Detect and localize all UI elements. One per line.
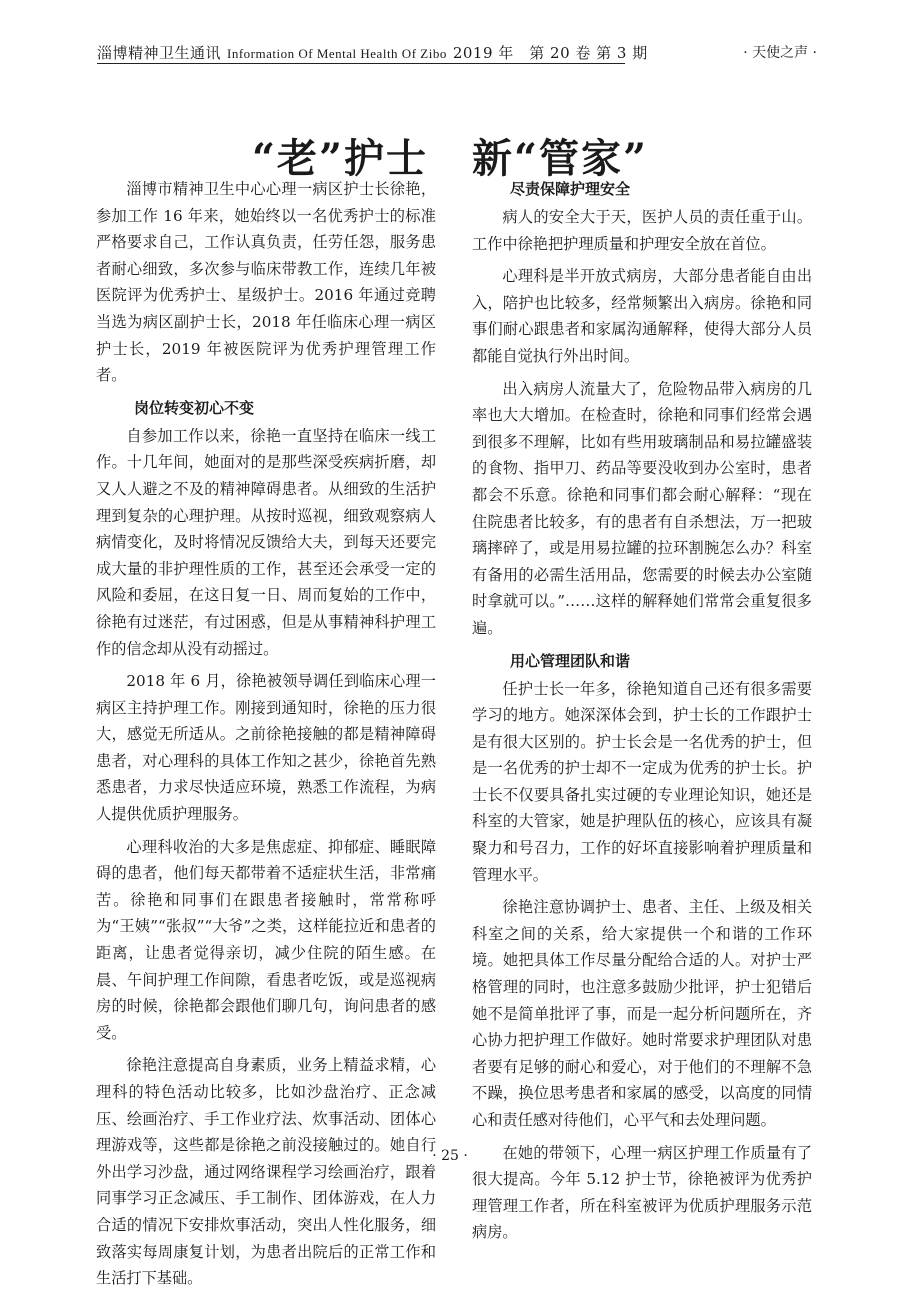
section-heading-safety: 尽责保障护理安全 (510, 180, 631, 198)
journal-name-en: Information Of Mental Health Of Zibo (227, 46, 447, 61)
left-column (96, 176, 436, 1298)
paragraph: 2018 年 6 月，徐艳被领导调任到临床心理一病区主持护理工作。刚接到通知时，徐艳的压力很大，感觉无所适从。之前徐艳接触的都是精神障碍患者，对心理科的具体工作知之甚少，徐艳首先熟悉患者，力求尽快适应环境，熟悉工作流程，为病人提供优质护理服务。 (96, 672, 436, 824)
section-heading-role-change: 岗位转变初心不变 (134, 398, 255, 417)
paragraph: 在她的带领下，心理一病区护理工作质量有了很大提高。今年 5.12 护士节，徐艳被评为优秀护理管理工作者，所在科室被评为优质护理服务示范病房。 (472, 1143, 812, 1242)
page-number: · 25 · (432, 1148, 468, 1164)
paragraph: 出入病房人流量大了，危险物品带入病房的几率也大大增加。在检查时，徐艳和同事们经常会遇到很多不理解，比如有些用玻璃制品和易拉罐盛装的食物、指甲刀、药品等要没收到办公室时，患者都会不乐意。徐艳和同事们都会耐心解释：“现在住院患者比较多，有的患者有自杀想法，万一把玻璃摔碎了，或是用易拉罐的拉环割腕怎么办？科室有备用的必需生活用品，您需要的时候去办公室随时拿就可以。”……这样的解释她们常常会重复很多遍。 (472, 379, 812, 637)
paragraph: 任护士长一年多，徐艳知道自己还有很多需要学习的地方。她深深体会到，护士长的工作跟护士是有很大区别的。护士长会是一名优秀的护士，但是一名优秀的护士却不一定成为优秀的护士长。护士长不仅要具备扎实过硬的专业理论知识，她还是科室的大管家，她是护理队伍的核心，应该具有凝聚力和号召力，工作的好坏直接影响着护理质量和管理水平。 (472, 679, 812, 884)
article-title-part2: 新“管家” (472, 134, 649, 182)
article-title-part1: “老”护士 (251, 134, 428, 182)
paragraph: 心理科是半开放式病房，大部分患者能自由出入，陪护也比较多，经常频繁出入病房。徐艳和同事们耐心跟患者和家属沟通解释，使得大部分人员都能自觉执行外出时间。 (472, 267, 812, 365)
issue-info: 2019 年 第 20 卷 第 3 期 (452, 44, 648, 62)
paragraph: 心理科收治的大多是焦虑症、抑郁症、睡眠障碍的患者，他们每天都带着不适症状生活，非常痛苦。徐艳和同事们在跟患者接触时，常常称呼为“王姨”“张叔”“大爷”之类，这样能拉近和患者的距离，让患者觉得亲切，减少住院的陌生感。在晨、午间护理工作间隙，看患者吃饭，或是巡视病房的时候，徐艳都会跟他们聊几句，询问患者的感受。 (96, 837, 436, 1042)
section-heading-team: 用心管理团队和谐 (510, 651, 631, 670)
paragraph-intro: 淄博市精神卫生中心心理一病区护士长徐艳，参加工作 16 年来，她始终以一名优秀护士的标准严格要求自己，工作认真负责，任劳任怨，服务患者耐心细致，多次参与临床带教工作，连续几年被医院评为优秀护士、星级护士。2016 年通过竞聘当选为病区副护士长，2018 年任临床心理一病区护士长，2019 年被医院评为优秀护理管理工作者。 (96, 180, 436, 385)
paragraph: 自参加工作以来，徐艳一直坚持在临床一线工作。十几年间，她面对的是那些深受疾病折磨，却又人人避之不及的精神障碍患者。从细致的生活护理到复杂的心理护理。从按时巡视，细致观察病人病情变化，及时将情况反馈给大夫，到每天还要完成大量的非护理性质的工作，甚至还会承受一定的风险和委屈，在这日复一日、周而复始的工作中，徐艳有过迷茫，有过困惑，但是从事精神科护理工作的信念却从没有动摇过。 (96, 426, 436, 658)
header-rule (97, 63, 625, 64)
paragraph: 病人的安全大于天，医护人员的责任重于山。工作中徐艳把护理质量和护理安全放在首位。 (472, 208, 812, 253)
journal-name-cn: 淄博精神卫生通讯 (97, 44, 222, 62)
section-label: · 天使之声 · (743, 45, 817, 61)
journal-info (97, 42, 648, 63)
paragraph: 徐艳注意协调护士、患者、主任、上级及相关科室之间的关系，给大家提供一个和谐的工作环境。她把具体工作尽量分配给合适的人。对护士严格管理的同时，也注意多鼓励少批评，护士犯错后她不是简单批评了事，而是一起分析问题所在，齐心协力把护理工作做好。她时常要求护理团队对患者要有足够的耐心和爱心，对于他们的不理解不急不躁，换位思考患者和家属的感受，以高度的同情心和责任感对待他们，心平气和去处理问题。 (472, 898, 812, 1129)
paragraph: 徐艳注意提高自身素质，业务上精益求精，心理科的特色活动比较多，比如沙盘治疗、正念减压、绘画治疗、手工作业疗法、炊事活动、团体心理游戏等，这些都是徐艳之前没接触过的。她自行外出学习沙盘，通过网络课程学习绘画治疗，跟着同事学习正念减压、手工制作、团体游戏，在人力合适的情况下安排炊事活动，突出人性化服务，细致落实每周康复计划，为患者出院后的正常工作和生活打下基础。 (96, 1056, 436, 1288)
right-column (472, 176, 812, 1252)
